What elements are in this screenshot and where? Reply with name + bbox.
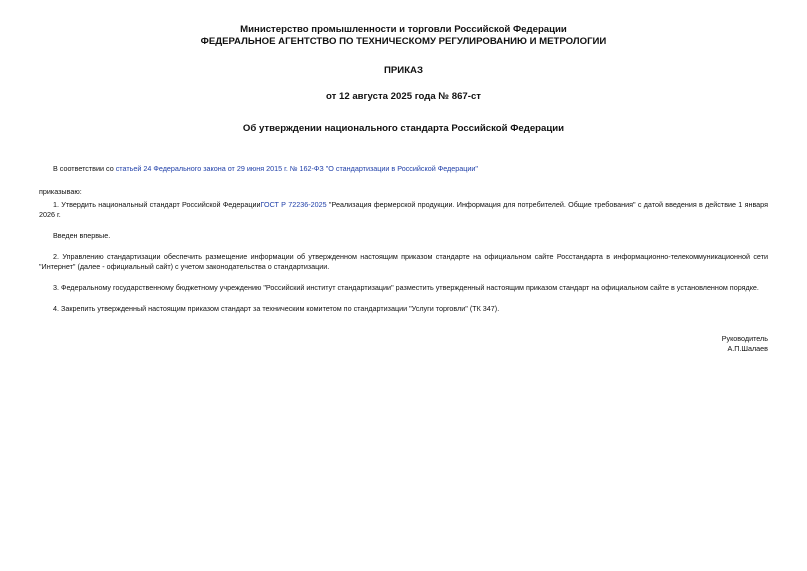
signature-block xyxy=(722,334,768,354)
signatory-name: А.П.Шалаев xyxy=(727,344,768,353)
agency-name: ФЕДЕРАЛЬНОЕ АГЕНТСТВО ПО ТЕХНИЧЕСКОМУ РЕГУЛИРОВАНИЮ И МЕТРОЛОГИИ xyxy=(200,36,607,47)
preamble-prefix: В соответствии со xyxy=(53,164,116,173)
item-1-suffix: "Реализация фермерской продукции. Информация для потребителей. Общие требования" с датой введения в действие 1 января 2026 г. xyxy=(39,200,768,219)
item-2-paragraph: 2. Управлению стандартизации обеспечить размещение информации об утвержденном настоящим приказом стандарте на официальном сайте Росстандарта в информационно-телекоммуникационной сети "Интернет" (далее - официальный сайт) с учетом законодательства о стандартизации. xyxy=(39,252,768,271)
order-word: приказываю: xyxy=(39,187,82,196)
item-3-paragraph: 3. Федеральному государственному бюджетному учреждению "Российский институт стандартизации" разместить утвержденный настоящим приказом стандарт на официальном сайте в установленном порядке. xyxy=(53,283,759,292)
signatory-role: Руководитель xyxy=(721,334,768,343)
order-date: от 12 августа 2025 года № 867-ст xyxy=(326,91,481,102)
item-1-paragraph xyxy=(39,200,768,220)
item-1-prefix: 1. Утвердить национальный стандарт Российской Федерации xyxy=(53,200,261,209)
order-heading: ПРИКАЗ xyxy=(384,65,423,76)
ministry-name: Министерство промышленности и торговли Российской Федерации xyxy=(240,24,567,35)
introduced-note: Введен впервые. xyxy=(53,231,111,240)
preamble-paragraph xyxy=(39,164,768,174)
item-4-paragraph: 4. Закрепить утвержденный настоящим приказом стандарт за техническим комитетом по стандартизации "Услуги торговли" (ТК 347). xyxy=(53,304,500,313)
federal-law-link[interactable]: статьей 24 Федерального закона от 29 июня 2015 г. № 162-ФЗ "О стандартизации в Российской Федерации" xyxy=(115,164,478,173)
order-title: Об утверждении национального стандарта Российской Федерации xyxy=(242,123,565,134)
gost-link[interactable]: ГОСТ Р 72236-2025 xyxy=(260,200,327,209)
